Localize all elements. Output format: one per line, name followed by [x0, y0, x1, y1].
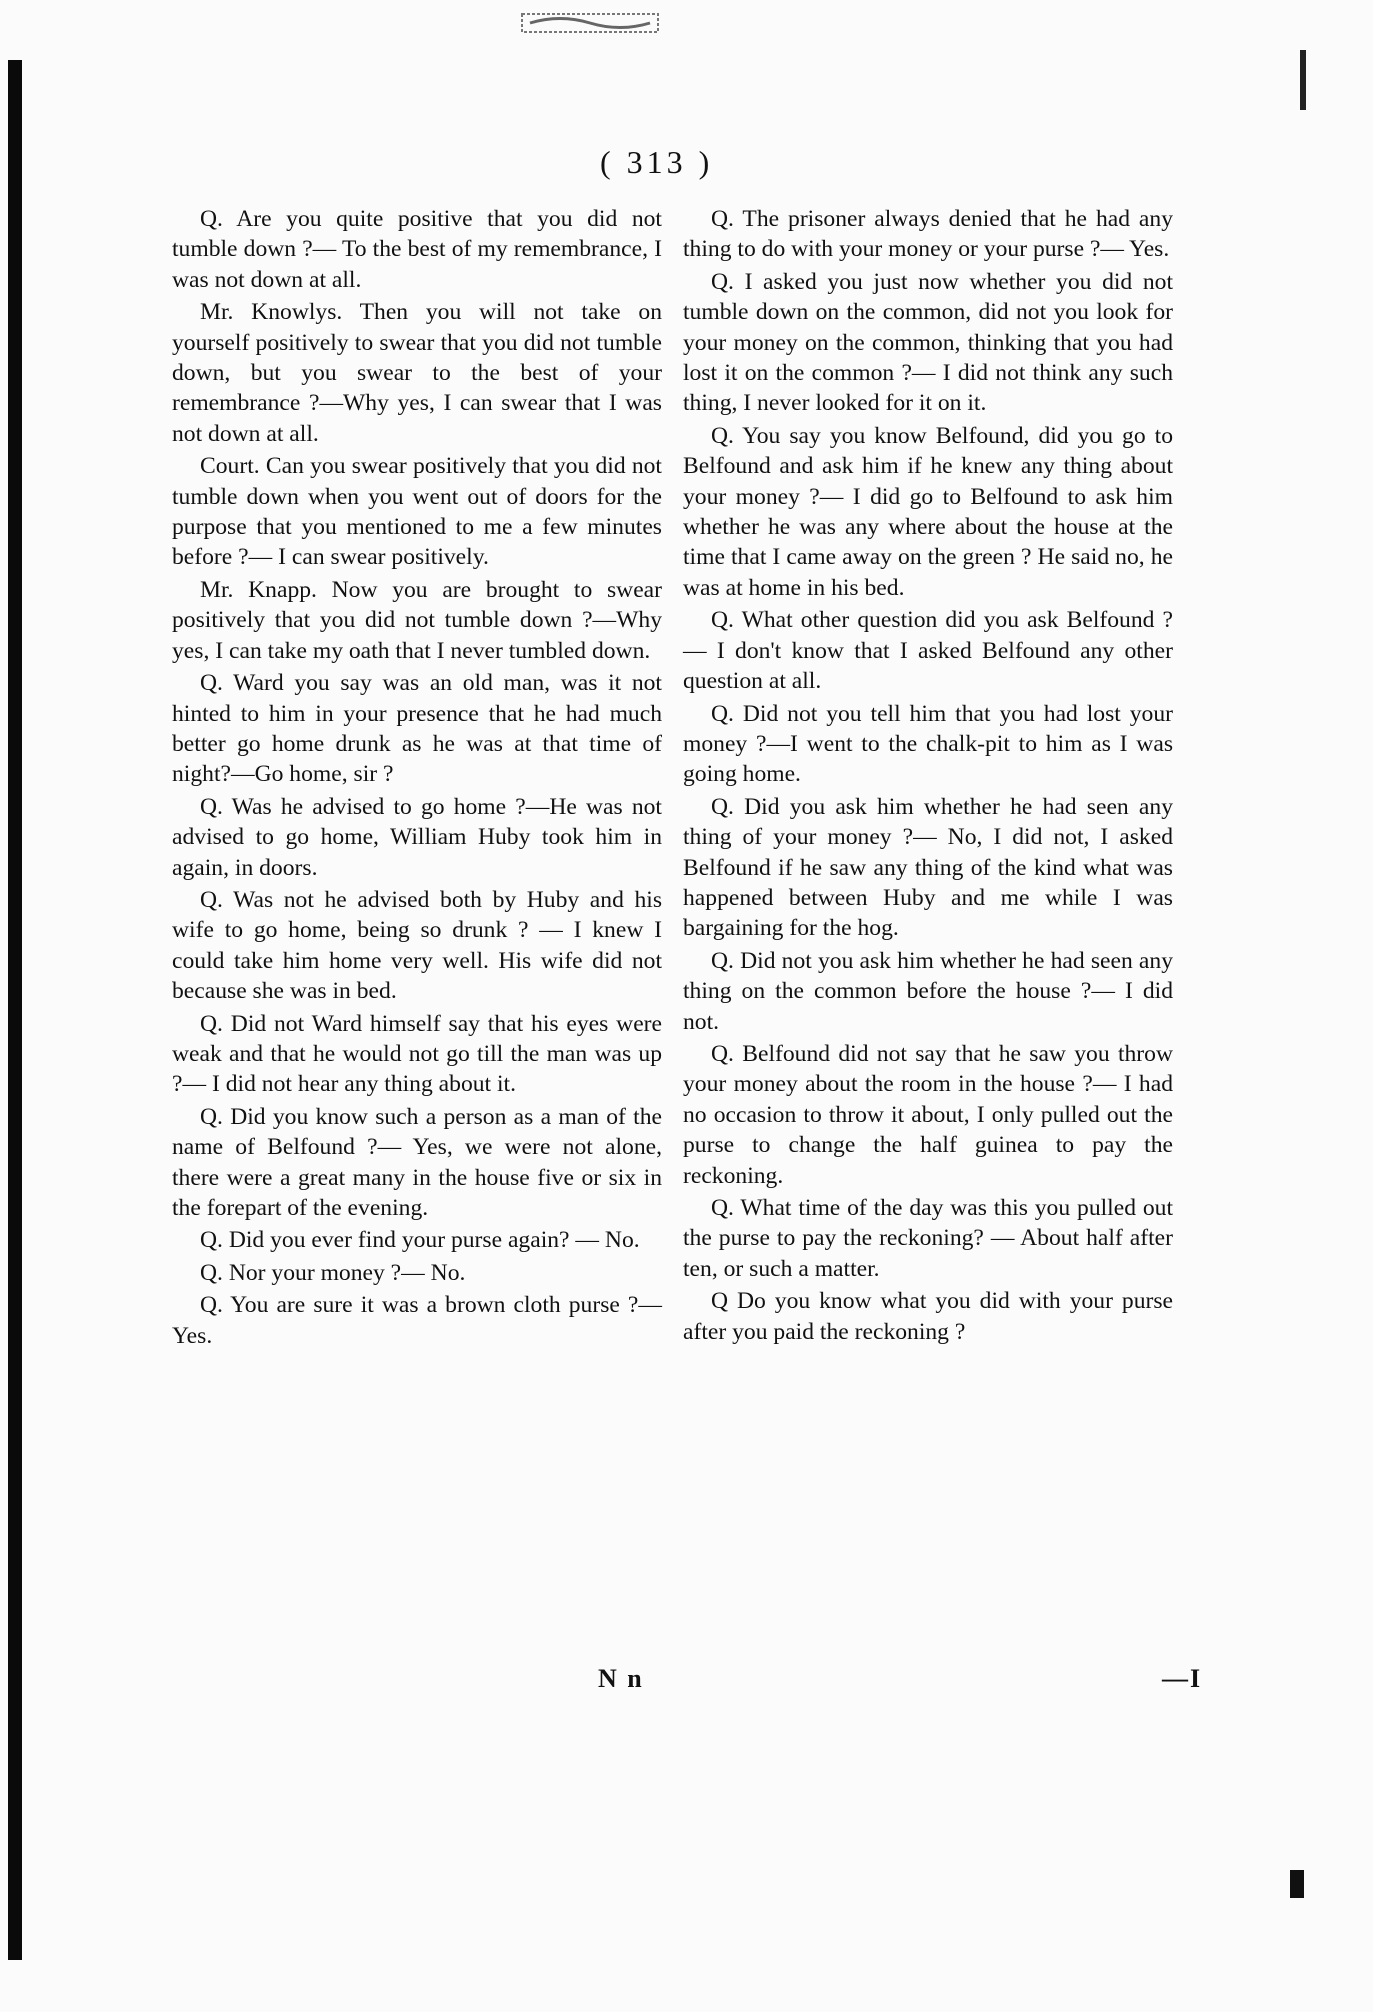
paragraph: Q. Did you ask him whether he had seen any thing of your money ?— No, I did not, I asked Belfound if he saw any thing of the kind what was happened between Huby and me while I was bargaining for the hog.: [683, 793, 1173, 942]
library-stamp: [520, 10, 660, 36]
right-column: [683, 204, 1173, 1349]
paragraph: Q. Are you quite positive that you did not tumble down ?— To the best of my remembrance, I was not down at all.: [172, 206, 662, 293]
paragraph: Q. I asked you just now whether you did not tumble down on the common, did not you look for your money on the common, thinking that you had lost it on the common ?— I did not think any such thing, I never looked for it on it.: [683, 268, 1173, 417]
paragraph: Q. Did not you ask him whether he had seen any thing on the common before the house ?— I did not.: [683, 947, 1173, 1035]
paragraph: Q. What time of the day was this you pulled out the purse to pay the reckoning? — About half after ten, or such a matter.: [683, 1195, 1173, 1282]
edge-mark-top: [1300, 50, 1306, 110]
paragraph: Q. You are sure it was a brown cloth purse ?— Yes.: [172, 1292, 662, 1349]
paragraph: Q. Was not he advised both by Huby and his wife to go home, being so drunk ? — I knew I could take him home very well. His wife did not because she was in bed.: [172, 886, 662, 1005]
paragraph: Q. Ward you say was an old man, was it not hinted to him in your presence that he had much better go home drunk as he was at that time of night?—Go home, sir ?: [172, 670, 662, 788]
signature-mark: N n: [598, 1664, 644, 1693]
paragraph: Q Do you know what you did with your purse after you paid the reckoning ?: [683, 1288, 1173, 1345]
paragraph: Q. Nor your money ?— No.: [200, 1259, 466, 1286]
paragraph: Q. Did you ever find your purse again? — No.: [200, 1227, 640, 1254]
left-column: [172, 204, 662, 1353]
paragraph: Q. Did you know such a person as a man of the name of Belfound ?— Yes, we were not alone, there were a great many in the house five or six in the forepart of the evening.: [172, 1103, 662, 1221]
paragraph: Q. What other question did you ask Belfound ?— I don't know that I asked Belfound any other question at all.: [683, 607, 1173, 695]
paragraph: Q. Belfound did not say that he saw you throw your money about the room in the house ?— I had no occasion to throw it about, I only pulled out the purse to change the half guinea to pay the reckoning.: [683, 1040, 1173, 1189]
paragraph: Q. Did not you tell him that you had lost your money ?—I went to the chalk-pit to him as I was going home.: [683, 700, 1173, 788]
page-number: ( 313 ): [600, 144, 714, 180]
binding-shadow: [8, 60, 22, 1960]
paragraph: Q. Was he advised to go home ?—He was not advised to go home, William Huby took him in again, in doors.: [172, 793, 662, 881]
paragraph: Q. Did not Ward himself say that his eyes were weak and that he would not go till the man was up ?— I did not hear any thing about it.: [172, 1010, 662, 1098]
paragraph: Q. You say you know Belfound, did you go to Belfound and ask him if he knew any thing about your money ?— I did go to Belfound to ask him whether he was any where about the house at the time that I came away on the green ? He said no, he was at home in his bed.: [683, 422, 1173, 601]
edge-mark-bottom: [1290, 1870, 1304, 1898]
catchword: —I: [1162, 1664, 1203, 1693]
paragraph: Q. The prisoner always denied that he had any thing to do with your money or your purse ?— Yes.: [683, 206, 1173, 263]
paragraph: Mr. Knapp. Now you are brought to swear positively that you did not tumble down ?—Why yes, I can take my oath that I never tumbled down.: [172, 576, 662, 664]
paragraph: Mr. Knowlys. Then you will not take on yourself positively to swear that you did not tumble down, but you swear to the best of your remembrance ?—Why yes, I can swear that I was not down at all.: [172, 299, 662, 447]
paragraph: Court. Can you swear positively that you did not tumble down when you went out of doors for the purpose that you mentioned to me a few minutes before ?— I can swear positively.: [172, 453, 662, 571]
